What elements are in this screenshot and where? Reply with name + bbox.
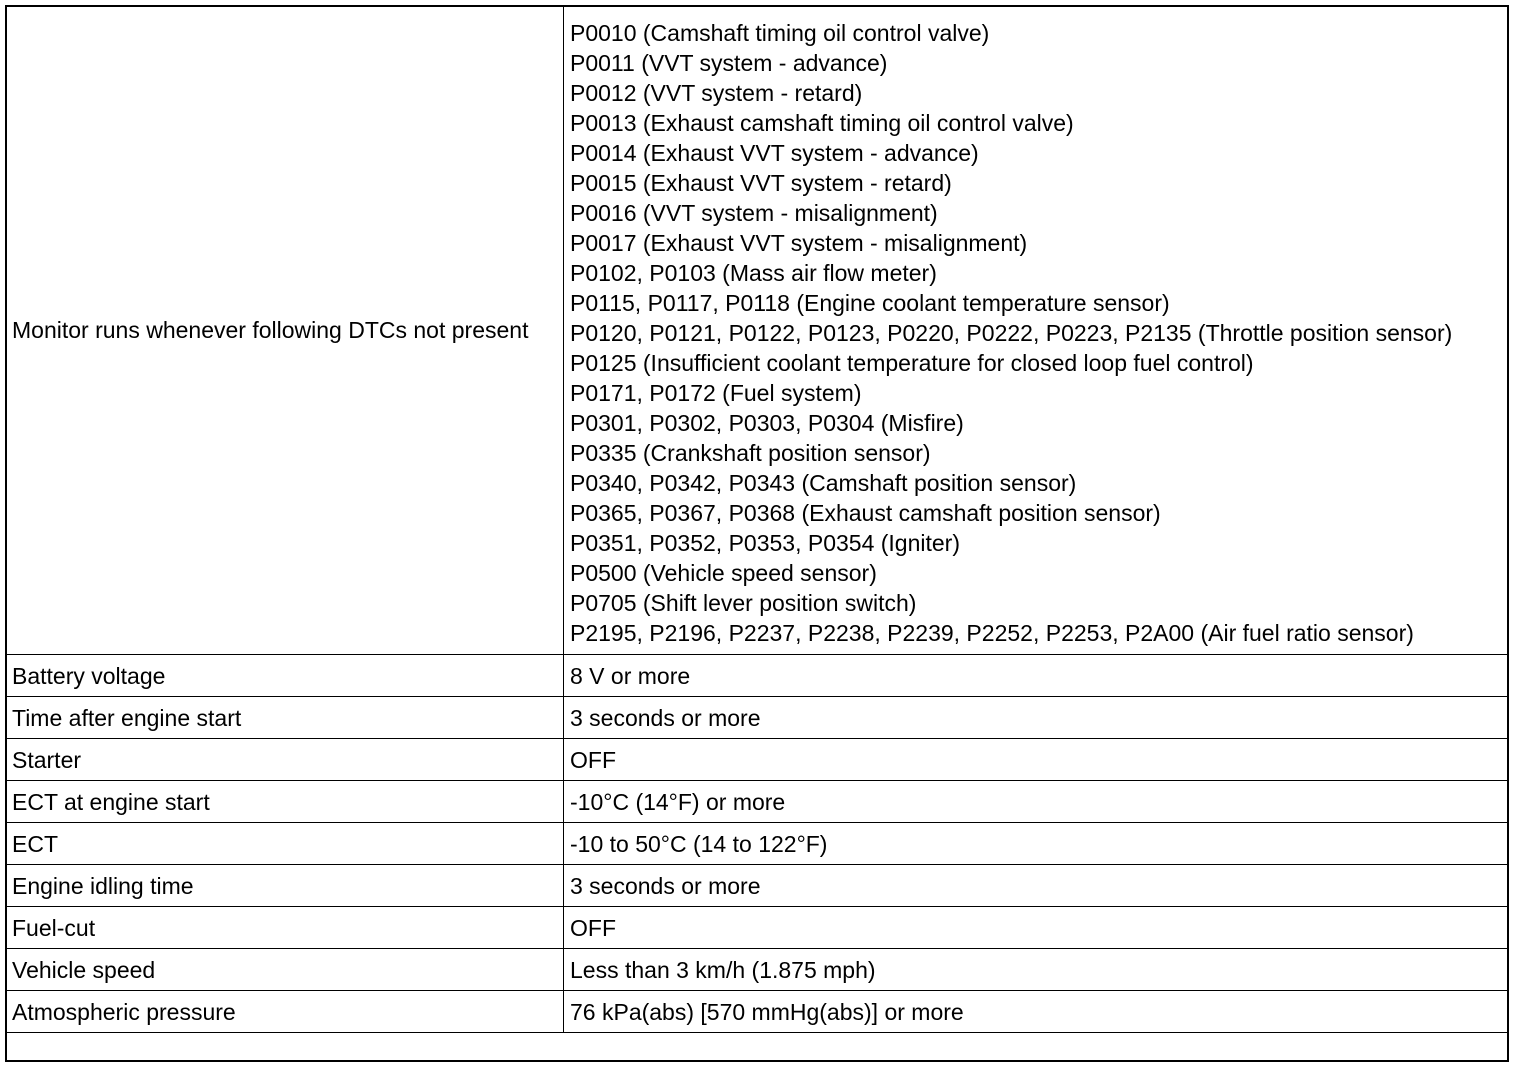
dtc-item: P0013 (Exhaust camshaft timing oil control valve) [570,110,1074,136]
dtc-item: P0016 (VVT system - misalignment) [570,200,938,226]
condition-value: 76 kPa(abs) [570 mmHg(abs)] or more [564,991,1509,1033]
table-row [6,865,1509,907]
condition-value: OFF [564,739,1509,781]
dtc-item: P0017 (Exhaust VVT system - misalignment) [570,230,1028,256]
conditions-table [5,5,1509,1033]
dtc-item: P0120, P0121, P0122, P0123, P0220, P0222, P0223, P2135 (Throttle position sensor) [570,320,1453,346]
dtc-item: P0500 (Vehicle speed sensor) [570,560,877,586]
dtc-item: P0125 (Insufficient coolant temperature for closed loop fuel control) [570,350,1254,376]
condition-value-dtc-list [564,6,1509,655]
table-row [6,781,1509,823]
condition-value: -10°C (14°F) or more [564,781,1509,823]
dtc-item: P0365, P0367, P0368 (Exhaust camshaft position sensor) [570,500,1161,526]
dtc-item: P2195, P2196, P2237, P2238, P2239, P2252, P2253, P2A00 (Air fuel ratio sensor) [570,620,1414,646]
condition-label: ECT at engine start [6,781,564,823]
condition-label: Starter [6,739,564,781]
condition-label: ECT [6,823,564,865]
condition-label: Engine idling time [6,865,564,907]
condition-value: -10 to 50°C (14 to 122°F) [564,823,1509,865]
dtc-item: P0335 (Crankshaft position sensor) [570,440,931,466]
table-row [6,697,1509,739]
dtc-item: P0012 (VVT system - retard) [570,80,863,106]
table-row [6,823,1509,865]
dtc-item: P0010 (Camshaft timing oil control valve) [570,20,990,46]
table-row [6,949,1509,991]
dtc-item: P0015 (Exhaust VVT system - retard) [570,170,952,196]
condition-label: Battery voltage [6,655,564,697]
condition-label: Fuel-cut [6,907,564,949]
condition-value: Less than 3 km/h (1.875 mph) [564,949,1509,991]
condition-value: OFF [564,907,1509,949]
dtc-item: P0115, P0117, P0118 (Engine coolant temperature sensor) [570,290,1170,316]
dtc-item: P0014 (Exhaust VVT system - advance) [570,140,979,166]
table-row [6,739,1509,781]
table-row [6,991,1509,1033]
table-row [6,6,1509,655]
condition-value: 3 seconds or more [564,865,1509,907]
dtc-item: P0102, P0103 (Mass air flow meter) [570,260,937,286]
condition-label: Time after engine start [6,697,564,739]
table-row [6,907,1509,949]
table-row [6,655,1509,697]
condition-label: Atmospheric pressure [6,991,564,1033]
condition-label: Monitor runs whenever following DTCs not present [6,6,564,655]
dtc-item: P0351, P0352, P0353, P0354 (Igniter) [570,530,961,556]
dtc-item: P0171, P0172 (Fuel system) [570,380,862,406]
condition-value: 8 V or more [564,655,1509,697]
dtc-item: P0705 (Shift lever position switch) [570,590,917,616]
dtc-item: P0011 (VVT system - advance) [570,50,888,76]
dtc-item: P0301, P0302, P0303, P0304 (Misfire) [570,410,964,436]
dtc-item: P0340, P0342, P0343 (Camshaft position sensor) [570,470,1077,496]
condition-value: 3 seconds or more [564,697,1509,739]
condition-label: Vehicle speed [6,949,564,991]
